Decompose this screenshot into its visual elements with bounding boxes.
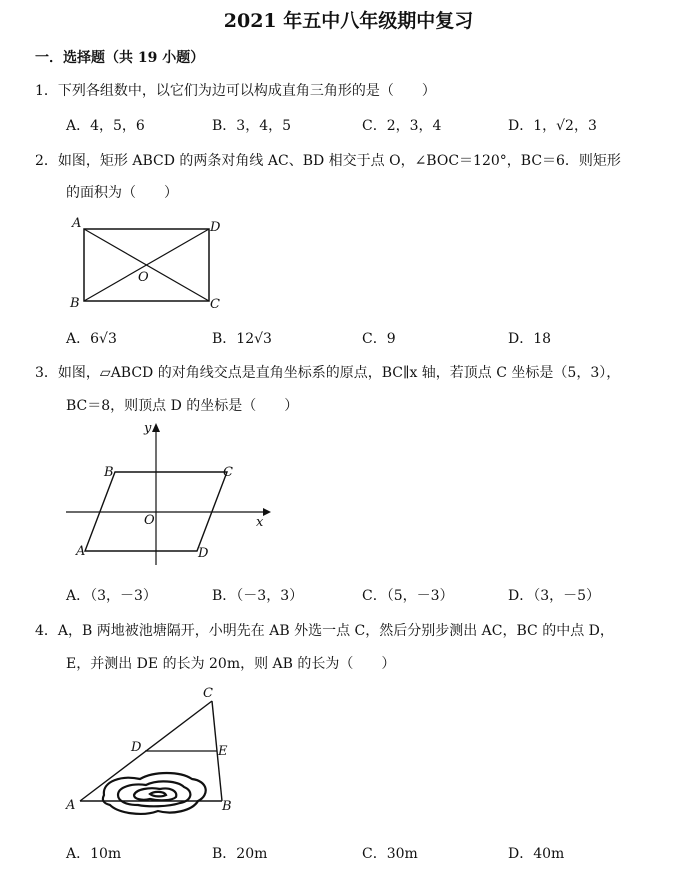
question-number: 3． xyxy=(35,365,58,381)
label-b: B xyxy=(70,296,80,311)
question-number: 4． xyxy=(35,623,58,639)
option-c: C．（5，－3） xyxy=(362,588,454,604)
option-c: C．9 xyxy=(362,331,396,347)
question-4-stem-cont: E，并测出 DE 的长为 20m，则 AB 的长为（ ） xyxy=(66,656,396,672)
triangle-pond-figure xyxy=(62,683,242,828)
question-2-stem-cont: 的面积为（ ） xyxy=(66,185,178,201)
question-3-stem-cont: BC＝8，则顶点 D 的坐标是（ ） xyxy=(66,398,299,414)
section-heading: 一．选择题（共 19 小题） xyxy=(35,50,205,66)
option-a: A．6√3 xyxy=(66,331,117,347)
option-b: B．20m xyxy=(212,846,268,862)
question-stem: 如图，矩形 ABCD 的两条对角线 AC、BD 相交于点 O，∠BOC＝120°，BC＝6．则矩形 xyxy=(57,153,621,169)
label-o: O xyxy=(138,270,149,285)
option-b: B．12√3 xyxy=(212,331,272,347)
label-y: y xyxy=(144,421,152,436)
question-stem: 下列各组数中，以它们为边可以构成直角三角形的是（ ） xyxy=(57,83,436,99)
option-a: A．4，5，6 xyxy=(66,118,145,134)
label-e: E xyxy=(218,744,228,759)
question-stem: 如图，▱ABCD 的对角线交点是直角坐标系的原点，BC∥x 轴，若顶点 C 坐标是（5，3）， xyxy=(57,365,621,381)
label-c: C xyxy=(210,297,220,312)
label-b: B xyxy=(222,799,232,814)
option-d: D．18 xyxy=(508,331,552,347)
option-c: C．30m xyxy=(362,846,418,862)
label-d: D xyxy=(198,546,209,561)
option-c: C．2，3，4 xyxy=(362,118,442,134)
question-2 xyxy=(35,150,621,170)
label-b: B xyxy=(104,465,114,480)
option-d: D．（3，－5） xyxy=(508,588,601,604)
pond-icon xyxy=(103,773,206,814)
label-d: D xyxy=(131,740,142,755)
page-title: 2021 年五中八年级期中复习 xyxy=(223,10,474,32)
option-d: D．40m xyxy=(508,846,565,862)
label-o: O xyxy=(144,513,155,528)
question-1 xyxy=(35,80,436,100)
option-a: A．10m xyxy=(66,846,122,862)
question-number: 2． xyxy=(35,153,58,169)
label-x: x xyxy=(256,515,264,530)
question-number: 1． xyxy=(35,83,58,99)
coordinate-figure xyxy=(60,420,280,570)
question-stem: A，B 两地被池塘隔开，小明先在 AB 外选一点 C，然后分别步测出 AC，BC 的中点 D， xyxy=(57,623,614,639)
label-a: A xyxy=(76,544,86,559)
option-b: B．3，4，5 xyxy=(212,118,292,134)
option-a: A．（3，－3） xyxy=(66,588,157,604)
label-c: C xyxy=(223,465,233,480)
question-4 xyxy=(35,620,614,640)
label-d: D xyxy=(210,220,221,235)
question-3 xyxy=(35,362,620,382)
option-d: D．1，√2，3 xyxy=(508,118,597,134)
y-arrow-icon xyxy=(152,423,160,432)
x-arrow-icon xyxy=(263,508,271,516)
option-b: B．（－3，3） xyxy=(212,588,304,604)
rectangle-figure xyxy=(64,212,234,312)
label-a: A xyxy=(72,216,82,231)
label-a: A xyxy=(66,798,76,813)
label-c: C xyxy=(203,686,213,701)
